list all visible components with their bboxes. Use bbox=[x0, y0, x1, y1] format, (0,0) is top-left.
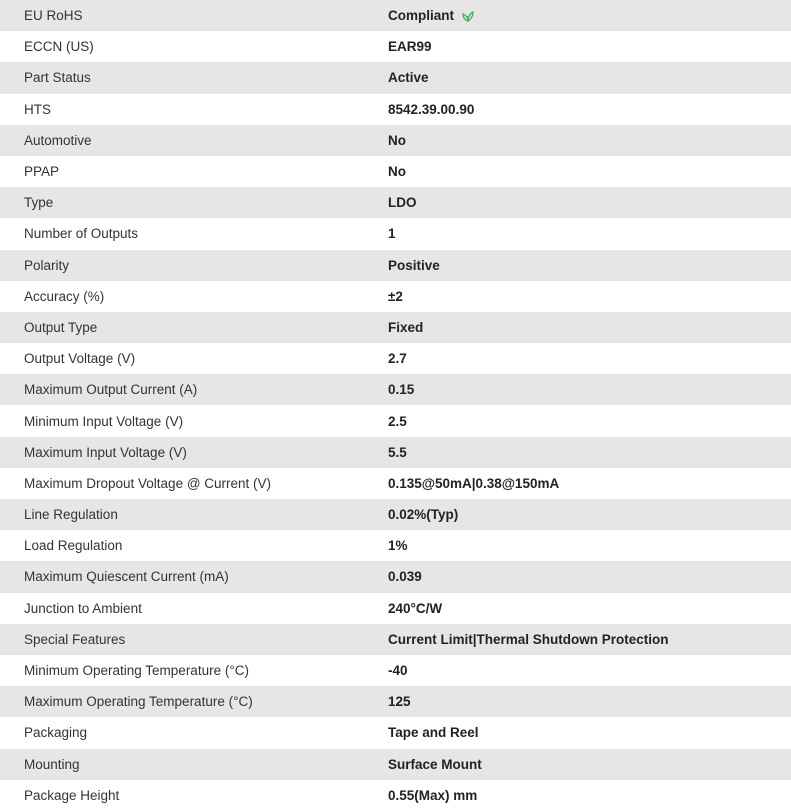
spec-row-accuracy bbox=[0, 281, 791, 312]
spec-value: Surface Mount bbox=[388, 756, 482, 772]
spec-row-load-regulation bbox=[0, 530, 791, 561]
spec-value: No bbox=[388, 164, 406, 180]
spec-value: 0.15 bbox=[388, 382, 415, 398]
spec-value: LDO bbox=[388, 195, 417, 211]
spec-row-line-regulation bbox=[0, 499, 791, 530]
spec-label: Packaging bbox=[24, 725, 88, 741]
spec-label: Maximum Output Current (A) bbox=[24, 382, 198, 398]
spec-value: -40 bbox=[388, 663, 408, 679]
spec-value-wrap bbox=[388, 8, 791, 23]
spec-value: 0.135@50mA|0.38@150mA bbox=[388, 475, 560, 491]
spec-label: Number of Outputs bbox=[24, 226, 139, 242]
spec-row-max-dropout-voltage bbox=[0, 468, 791, 499]
spec-value: 240°C/W bbox=[388, 600, 443, 616]
spec-value: Fixed bbox=[388, 319, 424, 335]
spec-label: Part Status bbox=[24, 70, 91, 86]
spec-value: ±2 bbox=[388, 288, 403, 304]
spec-row-output-voltage bbox=[0, 343, 791, 374]
spec-row-junction-to-ambient bbox=[0, 593, 791, 624]
spec-value: No bbox=[388, 132, 406, 148]
spec-label: PPAP bbox=[24, 164, 60, 180]
spec-row-packaging bbox=[0, 717, 791, 748]
spec-row-max-output-current bbox=[0, 374, 791, 405]
spec-value: 2.7 bbox=[388, 351, 407, 367]
spec-label: Junction to Ambient bbox=[24, 600, 142, 616]
spec-label: Maximum Input Voltage (V) bbox=[24, 444, 187, 460]
spec-value: EAR99 bbox=[388, 39, 432, 55]
spec-row-output-type bbox=[0, 312, 791, 343]
spec-value: 1% bbox=[388, 538, 408, 554]
spec-row-min-input-voltage bbox=[0, 405, 791, 436]
spec-value: Positive bbox=[388, 257, 440, 273]
spec-value: 8542.39.00.90 bbox=[388, 101, 475, 117]
spec-label: Automotive bbox=[24, 132, 92, 148]
spec-row-polarity bbox=[0, 250, 791, 281]
spec-row-package-height bbox=[0, 780, 791, 811]
spec-value: 0.55(Max) mm bbox=[388, 787, 478, 803]
spec-row-ppap bbox=[0, 156, 791, 187]
spec-row-special-features bbox=[0, 624, 791, 655]
spec-label: Load Regulation bbox=[24, 538, 123, 554]
spec-label: Line Regulation bbox=[24, 507, 118, 523]
spec-row-max-input-voltage bbox=[0, 437, 791, 468]
spec-row-number-of-outputs bbox=[0, 218, 791, 249]
spec-label: Accuracy (%) bbox=[24, 288, 105, 304]
spec-value: 5.5 bbox=[388, 444, 407, 460]
spec-row-automotive bbox=[0, 125, 791, 156]
spec-label: Special Features bbox=[24, 631, 126, 647]
spec-value: 1 bbox=[388, 226, 396, 242]
spec-value: Active bbox=[388, 70, 429, 86]
spec-row-max-operating-temp bbox=[0, 686, 791, 717]
spec-value: Current Limit|Thermal Shutdown Protection bbox=[388, 631, 669, 647]
spec-label: EU RoHS bbox=[24, 8, 83, 24]
spec-row-eccn bbox=[0, 31, 791, 62]
spec-row-eu-rohs bbox=[0, 0, 791, 31]
spec-row-type bbox=[0, 187, 791, 218]
spec-value: Tape and Reel bbox=[388, 725, 479, 741]
spec-value: 0.039 bbox=[388, 569, 422, 585]
spec-label: ECCN (US) bbox=[24, 39, 94, 55]
spec-label: Maximum Operating Temperature (°C) bbox=[24, 694, 253, 710]
spec-label: Polarity bbox=[24, 257, 70, 273]
spec-label: Maximum Dropout Voltage @ Current (V) bbox=[24, 475, 272, 491]
spec-row-min-operating-temp bbox=[0, 655, 791, 686]
spec-label: Package Height bbox=[24, 787, 120, 803]
spec-label: Type bbox=[24, 195, 54, 211]
spec-value: 0.02%(Typ) bbox=[388, 507, 459, 523]
spec-row-mounting bbox=[0, 749, 791, 780]
spec-label: Mounting bbox=[24, 756, 80, 772]
spec-row-hts bbox=[0, 94, 791, 125]
spec-row-part-status bbox=[0, 62, 791, 93]
spec-label: Output Type bbox=[24, 319, 98, 335]
spec-label: HTS bbox=[24, 101, 51, 117]
spec-value: Compliant bbox=[388, 8, 454, 24]
spec-value: 2.5 bbox=[388, 413, 407, 429]
spec-value: 125 bbox=[388, 694, 411, 710]
spec-label: Minimum Input Voltage (V) bbox=[24, 413, 184, 429]
leaf-icon bbox=[461, 10, 475, 22]
spec-label: Maximum Quiescent Current (mA) bbox=[24, 569, 229, 585]
spec-label: Minimum Operating Temperature (°C) bbox=[24, 663, 249, 679]
spec-label: Output Voltage (V) bbox=[24, 351, 136, 367]
spec-row-max-quiescent-current bbox=[0, 561, 791, 592]
